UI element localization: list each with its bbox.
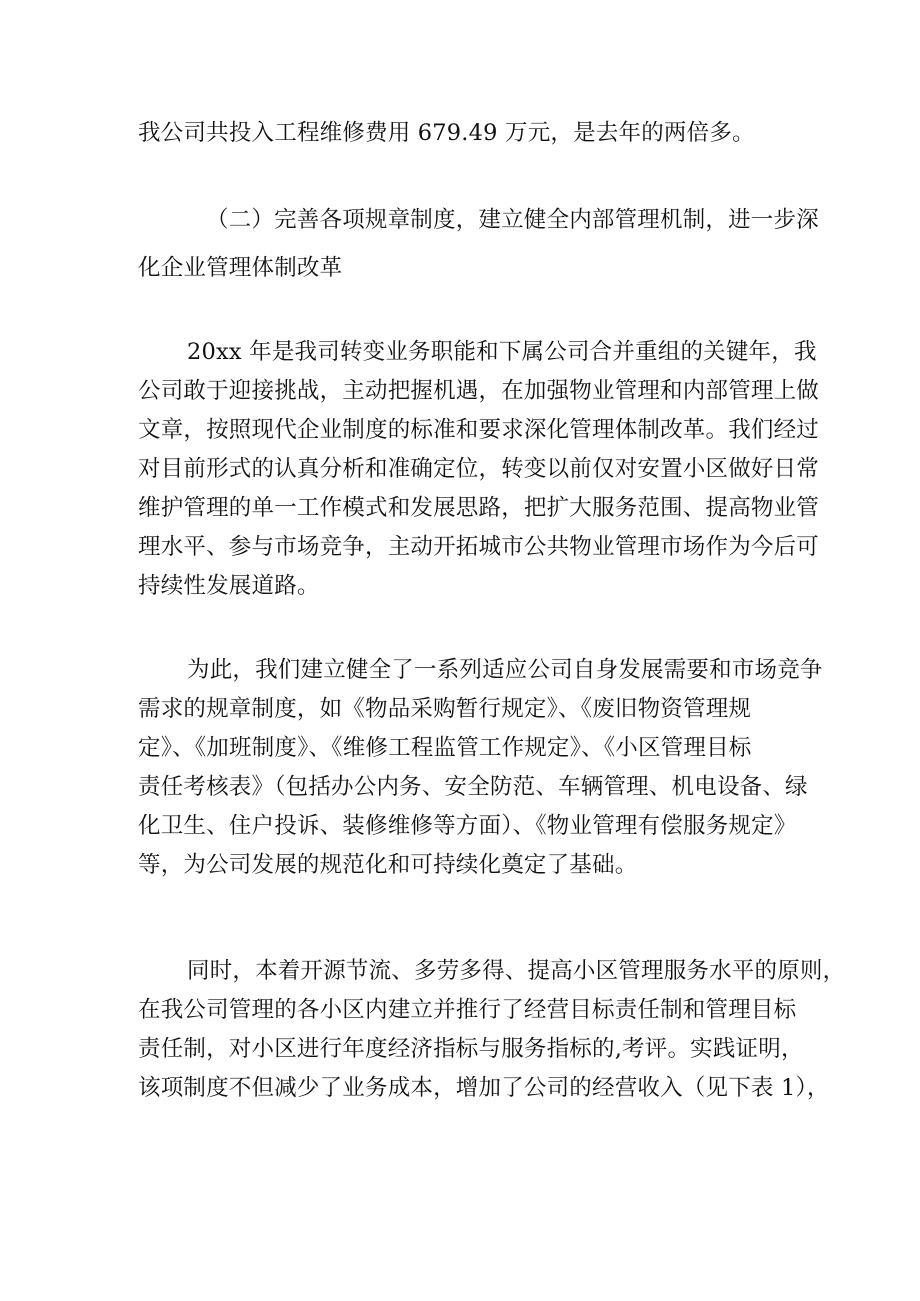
paragraph-line: 理水平、参与市场竞争，主动开拓城市公共物业管理市场作为今后可	[138, 534, 820, 560]
paragraph-line: 等，为公司发展的规范化和可持续化奠定了基础。	[138, 852, 638, 878]
paragraph-line: 对目前形式的认真分析和准确定位，转变以前仅对安置小区做好日常	[138, 456, 820, 482]
paragraph-line: 定》、《加班制度》、《维修工程监管工作规定》、《小区管理目标	[138, 735, 752, 761]
paragraph-line: 需求的规章制度，如《物品采购暂行规定》、《废旧物资管理规	[138, 696, 752, 722]
section-heading-line: （二）完善各项规章制度，建立健全内部管理机制，进一步深	[206, 207, 819, 233]
section-heading-line: 化企业管理体制改革	[138, 255, 343, 281]
paragraph-line: 化卫生、住户投诉、装修维修等方面）、《物业管理有偿服务规定》	[138, 813, 797, 839]
paragraph-line: 持续性发展道路。	[138, 573, 320, 599]
paragraph-line: 我公司共投入工程维修费用 679.49 万元，是去年的两倍多。	[138, 120, 755, 146]
paragraph-line: 责任考核表》（包括办公内务、安全防范、车辆管理、机电设备、绿	[138, 774, 808, 800]
paragraph-line: 20xx 年是我司转变业务职能和下属公司合并重组的关键年，我	[187, 339, 817, 365]
paragraph-line: 文章，按照现代企业制度的标准和要求深化管理体制改革。我们经过	[138, 417, 820, 443]
paragraph-line: 在我公司管理的各小区内建立并推行了经营目标责任制和管理目标	[138, 997, 797, 1023]
paragraph-line: 责任制，对小区进行年度经济指标与服务指标的,考评。实践证明，	[138, 1036, 804, 1062]
paragraph-line: 为此，我们建立健全了一系列适应公司自身发展需要和市场竞争	[187, 657, 823, 683]
paragraph-line: 同时，本着开源节流、多劳多得、提高小区管理服务水平的原则，	[187, 958, 846, 984]
paragraph-line: 公司敢于迎接挑战，主动把握机遇，在加强物业管理和内部管理上做	[138, 378, 820, 404]
paragraph-line: 该项制度不但减少了业务成本，增加了公司的经营收入（见下表 1），	[138, 1075, 830, 1101]
paragraph-line: 维护管理的单一工作模式和发展思路，把扩大服务范围、提高物业管	[138, 495, 820, 521]
